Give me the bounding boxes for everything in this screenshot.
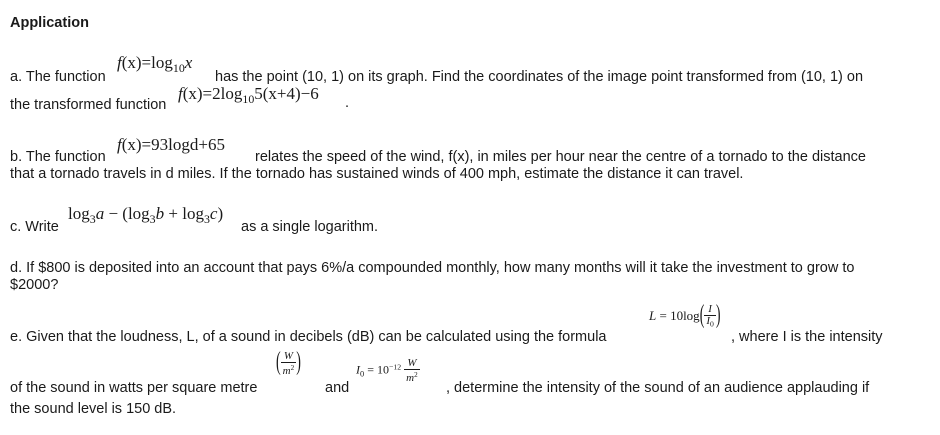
reference-intensity: $I_0 = 10^{-12}$ $\frac{W}{m^2}$ [356, 357, 418, 384]
part-e-line2-end: , determine the intensity of the sound of an audience applauding if [446, 380, 870, 396]
part-c-expression: $\log_3a - (\log_3b + \log_3c)$ [68, 204, 224, 227]
part-b-line1-end: relates the speed of the wind, f(x), in miles per hour near the centre of a tornado to the distance [255, 149, 866, 165]
part-e-line1-start: e. Given that the loudness, L, of a sound in decibels (dB) can be calculated using the formula [10, 329, 607, 345]
part-d-line1: d. If $800 is deposited into an account that pays 6%/a compounded monthly, how many months will it take the investment to grow to [10, 260, 855, 276]
part-e-line2-start: of the sound in watts per square metre [10, 380, 258, 396]
part-a-line1-end: has the point (10, 1) on its graph. Find the coordinates of the image point transformed from (10, 1) on [215, 69, 864, 85]
part-b-line1-start: b. The function [10, 149, 106, 165]
part-a-function-1: $f(x)=\log_{10}x$ [117, 53, 193, 76]
unit-watts-per-square-metre: ( $\frac{W}{m^2}$ ) [276, 348, 301, 378]
part-b-line2: that a tornado travels in d miles. If the tornado has sustained winds of 400 mph, estimate the distance it can travel. [10, 166, 744, 182]
part-e-line3: the sound level is 150 dB. [10, 401, 177, 417]
part-b-function: f(x)=93logd+65 [117, 135, 225, 154]
part-c-end: as a single logarithm. [241, 219, 379, 235]
part-d-line2: $2000? [10, 277, 59, 293]
part-a-line2-start: the transformed function [10, 97, 167, 113]
part-a-function-2: $f(x)=2\log_{10}5(x+4)-6$ [178, 84, 319, 107]
part-a-line1-start: a. The function [10, 69, 106, 85]
part-a-period: . [345, 95, 350, 111]
loudness-formula: L = 10log( $\frac{I}{I_0}$ ) [649, 301, 721, 331]
part-e-and: and [325, 380, 350, 396]
page-title: Application [10, 15, 89, 31]
part-e-line1-end: , where I is the intensity [731, 329, 883, 345]
part-c-start: c. Write [10, 219, 59, 235]
